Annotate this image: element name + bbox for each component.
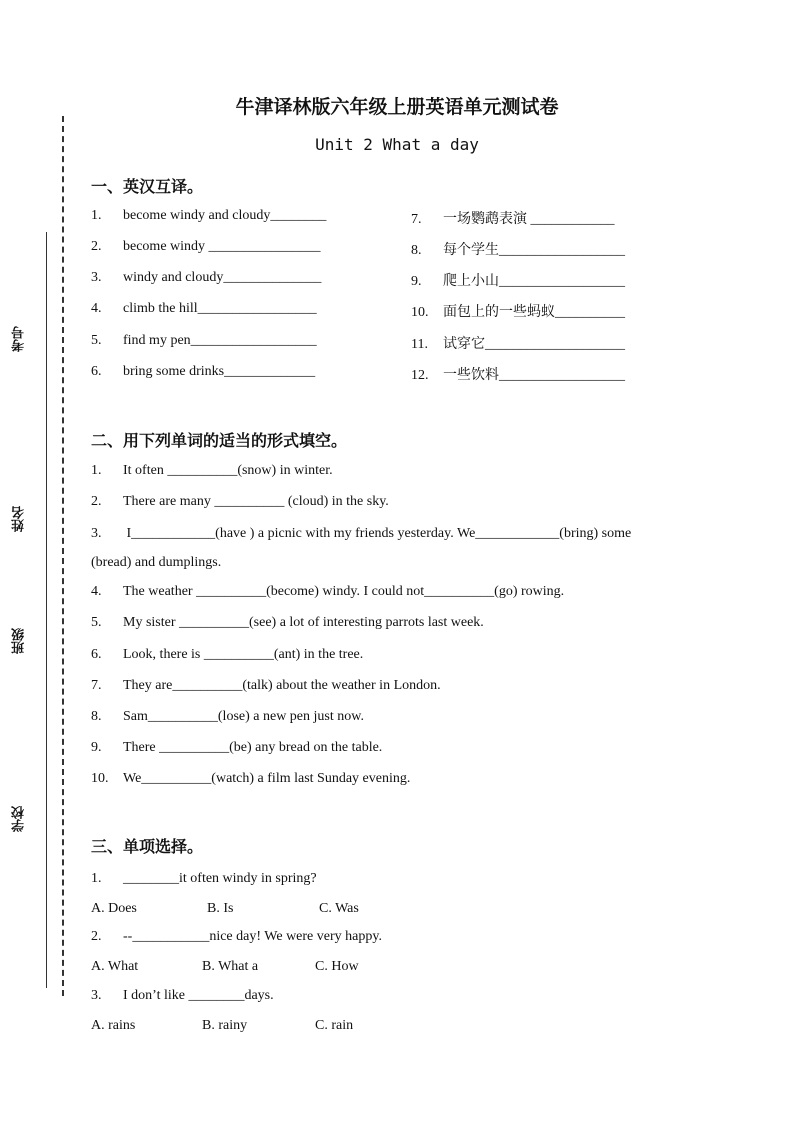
list-item: 5. My sister __________(see) a lot of interesting parrots last week. (91, 615, 484, 630)
binding-solid-line (46, 232, 47, 988)
question: 3. I don’t like ________days. (91, 988, 274, 1003)
list-item: 1. become windy and cloudy________ (91, 208, 327, 223)
section3-heading: 三、单项选择。 (91, 837, 204, 856)
label-class: 班级 (12, 628, 27, 654)
list-item-continuation: (bread) and dumplings. (91, 555, 222, 570)
binding-dashed-line (62, 116, 64, 996)
list-item: 9. There __________(be) any bread on the table. (91, 740, 383, 755)
question: 1. ________it often windy in spring? (91, 871, 317, 886)
list-item: 2. become windy ________________ (91, 239, 321, 254)
list-item: 12. 一些饮料__________________ (411, 368, 625, 383)
option: A. What (91, 959, 139, 974)
list-item: 7. 一场鹦鹉表演 ____________ (411, 212, 615, 227)
page-subtitle: Unit 2 What a day (315, 135, 479, 154)
section2-heading: 二、用下列单词的适当的形式填空。 (91, 431, 348, 450)
option: C. How (315, 959, 359, 974)
option: C. Was (319, 901, 359, 916)
list-item: 10. We__________(watch) a film last Sunday evening. (91, 771, 411, 786)
list-item: 3. windy and cloudy______________ (91, 270, 322, 285)
list-item: 10. 面包上的一些蚂蚁__________ (411, 305, 625, 320)
list-item: 2. There are many __________ (cloud) in the sky. (91, 494, 389, 509)
section1-heading: 一、英汉互译。 (91, 177, 204, 196)
list-item: 11. 试穿它____________________ (411, 337, 625, 352)
list-item: 9. 爬上小山__________________ (411, 274, 625, 289)
question: 2. --___________nice day! We were very happy. (91, 929, 382, 944)
list-item: 6. bring some drinks_____________ (91, 364, 316, 379)
option: B. rainy (202, 1018, 248, 1033)
list-item: 4. The weather __________(become) windy. I could not__________(go) rowing. (91, 584, 565, 599)
list-item: 3. I____________(have ) a picnic with my friends yesterday. We____________(bring) some (91, 526, 632, 541)
list-item: 1. It often __________(snow) in winter. (91, 463, 333, 478)
option: A. rains (91, 1018, 136, 1033)
list-item: 5. find my pen__________________ (91, 333, 317, 348)
option: B. What a (202, 959, 259, 974)
list-item: 8. 每个学生__________________ (411, 243, 625, 258)
page-title: 牛津译林版六年级上册英语单元测试卷 (235, 96, 559, 118)
label-exam-number: 考号 (12, 326, 27, 352)
list-item: 8. Sam__________(lose) a new pen just now. (91, 709, 364, 724)
list-item: 7. They are__________(talk) about the weather in London. (91, 678, 441, 693)
list-item: 6. Look, there is __________(ant) in the tree. (91, 647, 364, 662)
option: A. Does (91, 901, 137, 916)
label-school: 学校 (12, 806, 27, 832)
option: C. rain (315, 1018, 354, 1033)
option: B. Is (207, 901, 234, 916)
label-name: 姓名 (12, 506, 27, 532)
list-item: 4. climb the hill_________________ (91, 301, 317, 316)
